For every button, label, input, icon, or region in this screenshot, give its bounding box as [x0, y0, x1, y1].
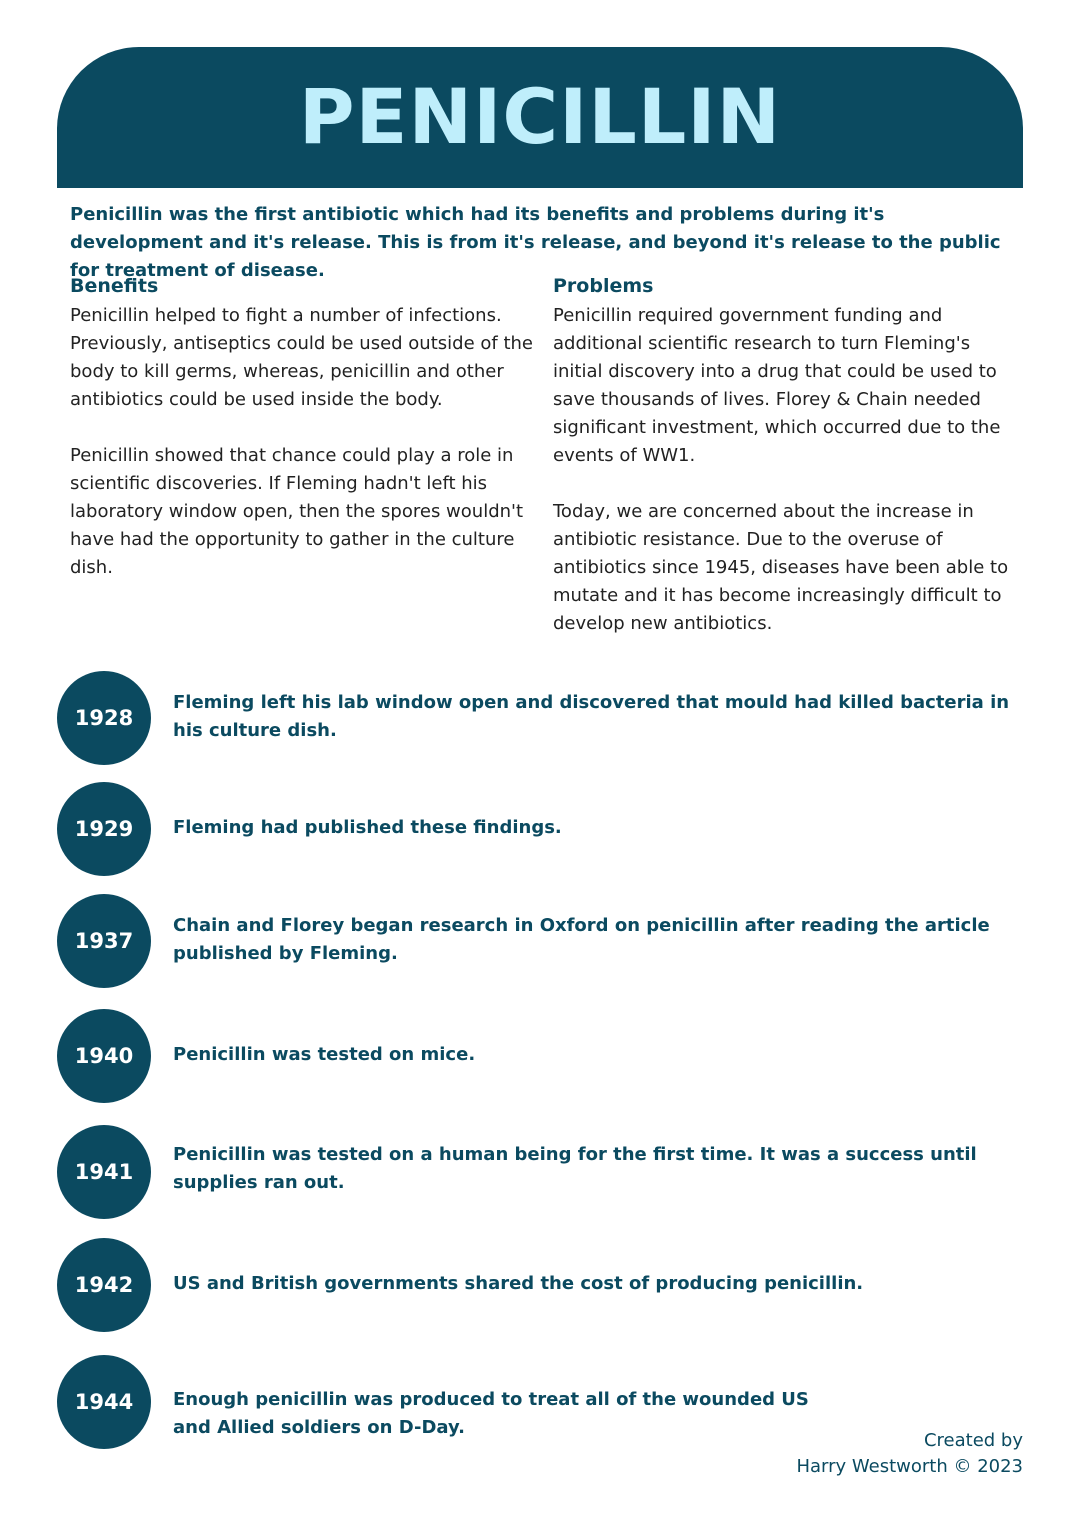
benefits-paragraph: Penicillin helped to fight a number of infections. Previously, antiseptics could be used outside of the body to kill germs, whereas, penicillin and other antibiotics could be used inside the body.: [70, 305, 533, 410]
credit-line: Created by: [923, 1430, 1023, 1451]
page-title: PENICILLIN: [298, 72, 782, 161]
benefits-heading: Benefits: [70, 275, 159, 297]
year-badge: 1942: [57, 1238, 151, 1332]
problems-section: [553, 272, 1023, 666]
problems-paragraph: Today, we are concerned about the increase in antibiotic resistance. Due to the overuse of antibiotics since 1945, diseases have been able to mutate and it has become increasingly difficult to develop new antibiotics.: [553, 501, 1009, 634]
title-banner: [57, 47, 1023, 188]
timeline-item: [57, 671, 1023, 765]
timeline-event: Fleming left his lab window open and discovered that mould had killed bacteria in his culture dish.: [173, 692, 1010, 741]
timeline-item: [57, 1009, 1023, 1103]
benefits-paragraph: Penicillin showed that chance could play a role in scientific discoveries. If Fleming hadn't left his laboratory window open, then the spores wouldn't have had the opportunity to gather in the culture dish.: [70, 445, 524, 578]
timeline-event: Fleming had published these findings.: [173, 817, 562, 838]
year-badge: 1929: [57, 782, 151, 876]
credit-block: [796, 1428, 1023, 1480]
timeline-event: US and British governments shared the cost of producing penicillin.: [173, 1273, 864, 1294]
timeline-item: [57, 782, 1023, 876]
year-badge: 1928: [57, 671, 151, 765]
year-badge: 1944: [57, 1355, 151, 1449]
timeline-event: Chain and Florey began research in Oxford on penicillin after reading the article published by Fleming.: [173, 915, 990, 964]
year-badge: 1937: [57, 894, 151, 988]
intro-paragraph: Penicillin was the first antibiotic which had its benefits and problems during it's development and it's release. This is from it's release, and beyond it's release to the public for treatment of disease.: [70, 204, 1001, 281]
credit-author: Harry Westworth © 2023: [796, 1456, 1023, 1477]
benefits-section: [70, 272, 535, 610]
timeline-event: Penicillin was tested on mice.: [173, 1044, 476, 1065]
timeline-event: Enough penicillin was produced to treat all of the wounded US and Allied soldiers on D-Day.: [173, 1389, 809, 1438]
problems-paragraph: Penicillin required government funding and additional scientific research to turn Fleming's initial discovery into a drug that could be used to save thousands of lives. Florey & Chain needed significant investment, which occurred due to the events of WW1.: [553, 305, 1001, 466]
timeline-item: [57, 1238, 1023, 1332]
year-badge: 1941: [57, 1125, 151, 1219]
problems-heading: Problems: [553, 275, 654, 297]
timeline-item: [57, 1125, 1023, 1219]
timeline-item: [57, 894, 1023, 988]
year-badge: 1940: [57, 1009, 151, 1103]
timeline-event: Penicillin was tested on a human being for the first time. It was a success until supplies ran out.: [173, 1144, 977, 1193]
